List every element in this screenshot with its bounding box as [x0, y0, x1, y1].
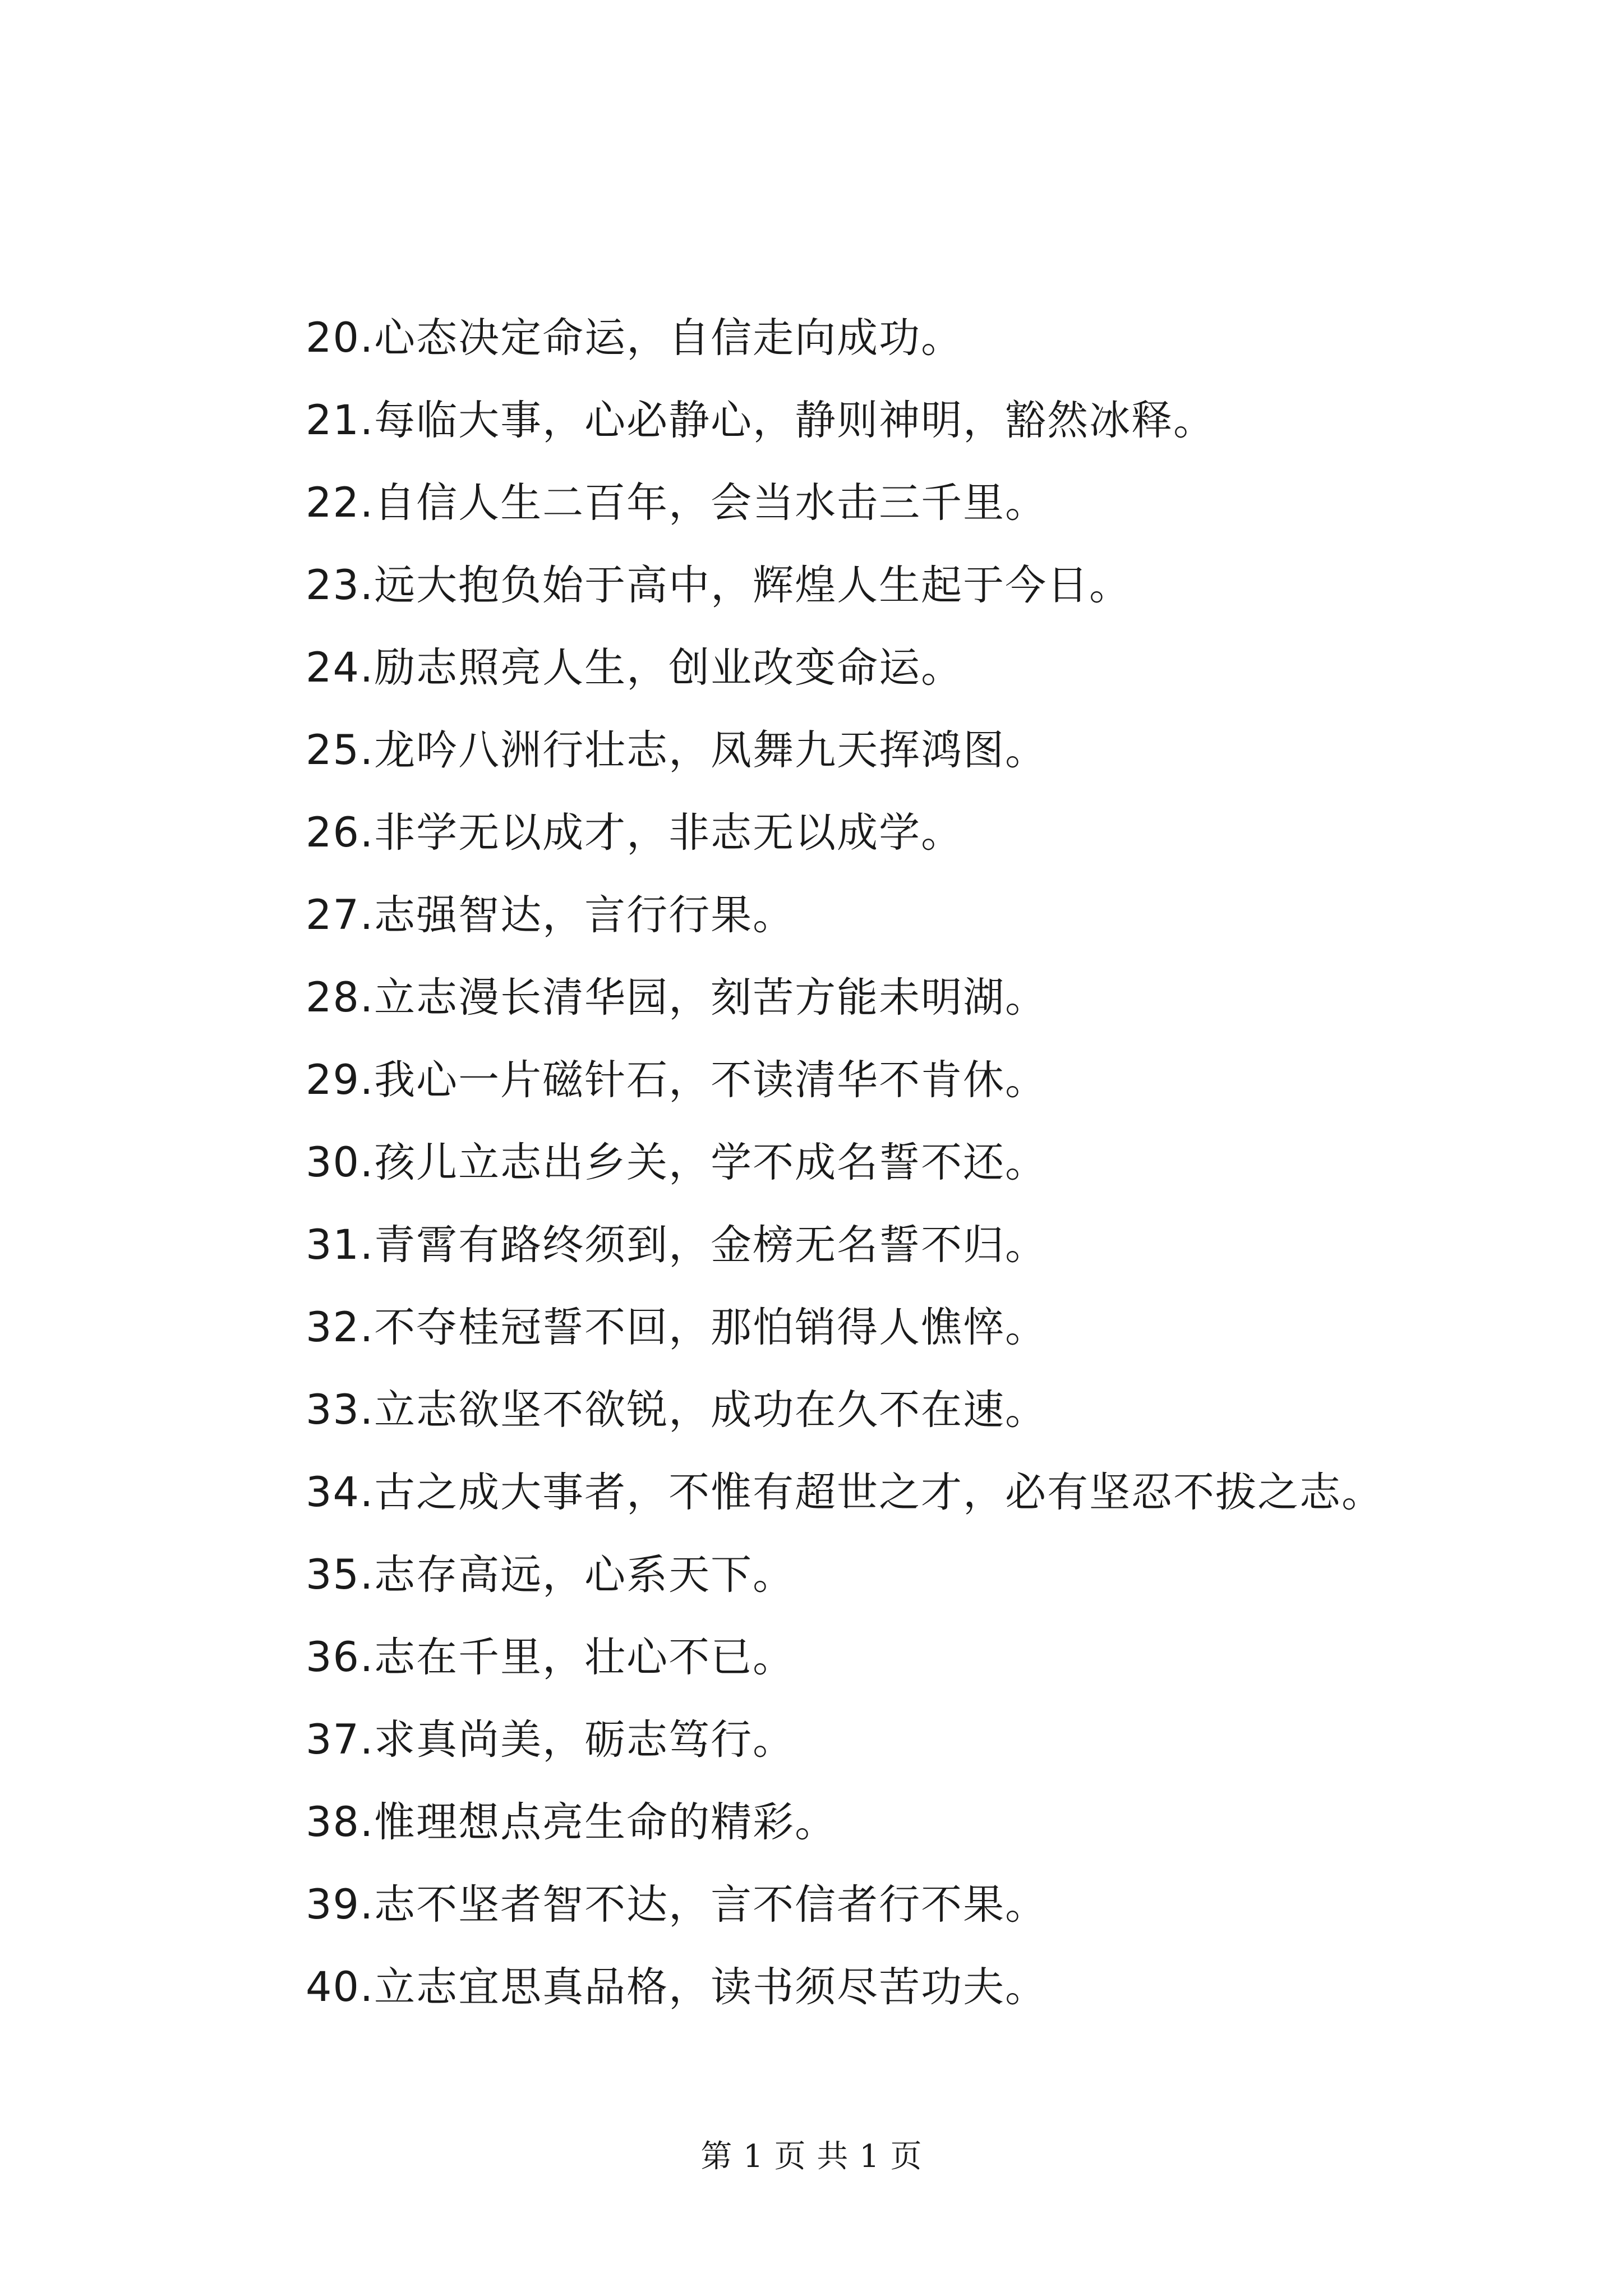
quote-line-40: 40.立志宜思真品格，读书须尽苦功夫。: [306, 1963, 1048, 2011]
quote-line-20: 20.心态决定命运，自信走向成功。: [306, 314, 963, 362]
quote-line-36: 36.志在千里，壮心不已。: [306, 1634, 795, 1681]
quote-line-30: 30.孩儿立志出乡关，学不成名誓不还。: [306, 1139, 1048, 1186]
quote-line-35: 35.志存高远，心系天下。: [306, 1551, 795, 1599]
page-footer: 第 1 页 共 1 页: [700, 2138, 923, 2175]
quote-line-23: 23.远大抱负始于高中，辉煌人生起于今日。: [306, 562, 1132, 609]
quote-line-29: 29.我心一片磁针石，不读清华不肯休。: [306, 1056, 1048, 1104]
quote-line-33: 33.立志欲坚不欲锐，成功在久不在速。: [306, 1386, 1048, 1434]
quote-line-34: 34.古之成大事者，不惟有超世之才，必有坚忍不拔之志。: [306, 1469, 1384, 1516]
quote-line-28: 28.立志漫长清华园，刻苦方能未明湖。: [306, 974, 1048, 1022]
quote-line-39: 39.志不坚者智不达，言不信者行不果。: [306, 1881, 1048, 1929]
quote-line-24: 24.励志照亮人生，创业改变命运。: [306, 644, 963, 692]
quote-line-31: 31.青霄有路终须到，金榜无名誓不归。: [306, 1221, 1048, 1269]
quote-line-26: 26.非学无以成才，非志无以成学。: [306, 809, 963, 857]
quote-line-37: 37.求真尚美，砺志笃行。: [306, 1716, 795, 1764]
quote-line-32: 32.不夺桂冠誓不回，那怕销得人憔悴。: [306, 1304, 1048, 1351]
quote-line-21: 21.每临大事，心必静心，静则神明，豁然冰释。: [306, 397, 1216, 444]
quote-line-25: 25.龙吟八洲行壮志，凤舞九天挥鸿图。: [306, 726, 1048, 774]
quote-line-38: 38.惟理想点亮生命的精彩。: [306, 1798, 837, 1846]
quote-line-27: 27.志强智达，言行行果。: [306, 891, 795, 939]
quote-line-22: 22.自信人生二百年，会当水击三千里。: [306, 479, 1048, 527]
quote-list: [306, 305, 1567, 2036]
